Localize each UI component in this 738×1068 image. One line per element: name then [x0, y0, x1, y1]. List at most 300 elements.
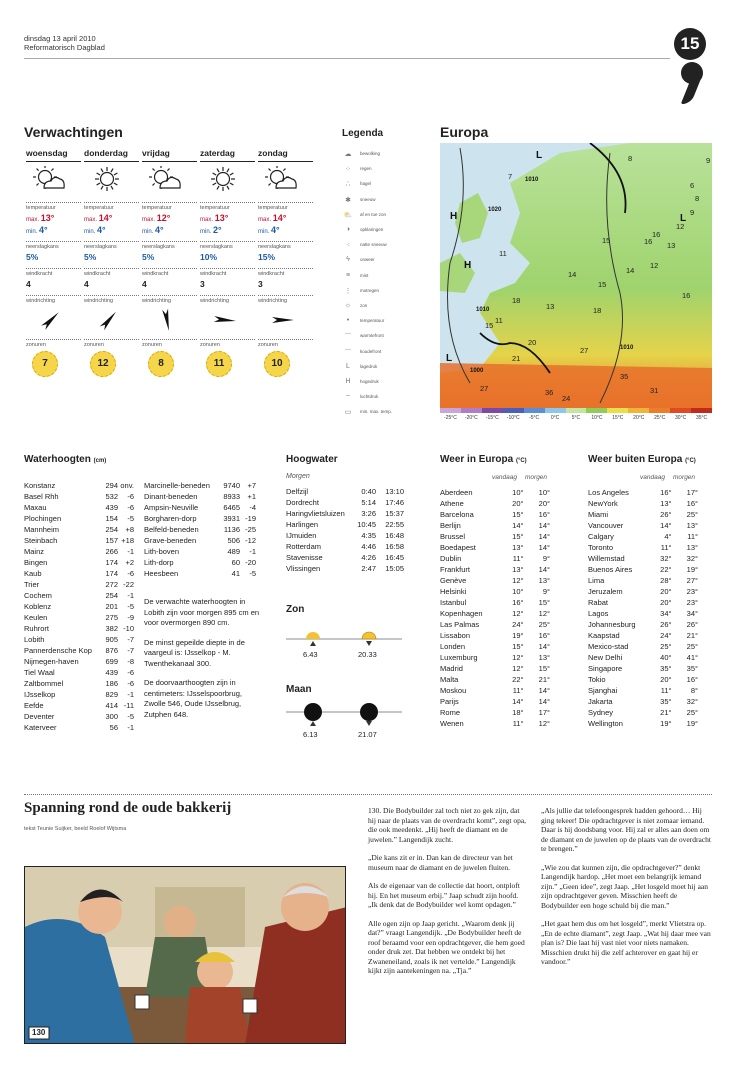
table-cell: 19° [512, 631, 524, 640]
table-row [588, 564, 698, 575]
table-cell: 24° [660, 631, 672, 640]
table-cell: 21° [660, 708, 672, 717]
table-cell: 15:05 [385, 564, 404, 573]
table-cell: 12° [512, 653, 524, 662]
legend-item [342, 317, 384, 325]
weer-out-title-text: Weer buiten Europa [588, 454, 683, 465]
story-rule [24, 794, 712, 795]
weer-eu-title-text: Weer in Europa [440, 454, 514, 465]
table-cell: Vlissingen [286, 564, 321, 573]
table-cell: 21° [538, 675, 550, 684]
legend-item [342, 211, 386, 219]
page-number: 15 [674, 28, 706, 60]
scale-swatch [545, 408, 566, 413]
table-row [24, 722, 134, 733]
table-cell: -22 [123, 580, 134, 589]
table-cell: Lith-boven [144, 547, 180, 556]
moonset-icon [360, 703, 378, 721]
moonrise-icon [304, 703, 322, 721]
table-cell: 414 [105, 701, 118, 710]
table-row [144, 568, 256, 579]
table-cell: Barcelona [440, 510, 474, 519]
moon-rise: 6.13 [303, 730, 318, 739]
story-title: Spanning rond de oude bakkerij [24, 800, 232, 816]
table-cell: 35° [686, 664, 698, 673]
table-cell: Sydney [588, 708, 614, 717]
scale-label: 35°C [695, 415, 708, 421]
table-row [588, 619, 698, 630]
table-row [286, 552, 404, 563]
tide-sub: Morgen [286, 473, 310, 480]
table-cell: Istanbul [440, 598, 467, 607]
table-row [286, 519, 404, 530]
table-cell: Katerveer [24, 723, 57, 732]
legend-icon: ⌒ [344, 334, 352, 342]
table-cell: New Delhi [588, 653, 623, 662]
scale-label: 10°C [591, 415, 603, 421]
min-value: 4° [271, 225, 280, 235]
table-row [588, 531, 698, 542]
map-temperature: 8 [628, 154, 633, 163]
water-notes [144, 597, 264, 720]
table-cell: Miami [588, 510, 608, 519]
wind-arrow-icon [210, 307, 255, 333]
map-temperature: 15 [602, 236, 611, 245]
table-cell: 16° [538, 510, 550, 519]
down-arrow-icon [366, 721, 372, 726]
table-cell: 15° [512, 532, 524, 541]
wind-dir-label: windrichting [200, 295, 255, 304]
map-temperature: 18 [512, 296, 521, 305]
table-cell: 25° [538, 620, 550, 629]
pressure-label: L [446, 353, 453, 364]
table-row [144, 524, 256, 535]
table-cell: Kopenhagen [440, 609, 483, 618]
table-cell: Singapore [588, 664, 623, 673]
scale-swatch [691, 408, 712, 413]
wind-arrow-icon [268, 307, 313, 333]
legend-label: natte sneeuw [360, 242, 387, 248]
legend-label: motregen [360, 287, 380, 293]
table-cell: 5:14 [361, 498, 376, 507]
scale-swatch [503, 408, 524, 413]
scale-label: 5°C [571, 415, 581, 421]
table-cell: -1 [127, 723, 134, 732]
table-cell: 4° [664, 532, 672, 541]
table-row [440, 575, 550, 586]
table-row [144, 480, 256, 491]
table-cell: 14° [660, 521, 672, 530]
legend-item [342, 302, 367, 310]
table-cell: Rotterdam [286, 542, 322, 551]
table-cell: 16° [686, 499, 698, 508]
table-cell: 9° [542, 554, 550, 563]
table-cell: 34° [660, 609, 672, 618]
sun-rise: 6.43 [303, 650, 318, 659]
temp-label: temperatuur [142, 202, 197, 211]
table-row [588, 597, 698, 608]
legend-label: min. max. temp. [360, 409, 393, 415]
legend-item [342, 165, 372, 173]
forecast-day [26, 148, 81, 377]
legend-icon: ☁ [344, 151, 352, 158]
weer-out-unit: (°C) [685, 458, 696, 464]
table-cell: Jeruzalem [588, 587, 623, 596]
scale-swatch [586, 408, 607, 413]
weather-icon [148, 166, 197, 196]
table-cell: -7 [127, 635, 134, 644]
story-paragraph: „Wie zou dat kunnen zijn, die opdrachtgever?” denkt Langendijk hardop. „Het moet een belangrijk iemand zijn.” „Geen idee”, zegt Jaap. „Het losgeld moet hij aan zijn opdrachtgever geven. Misschien heeft de Bodybuilder een hoge schuld bij die man.” [541, 862, 709, 910]
table-row [24, 700, 134, 711]
table-cell: 4:46 [361, 542, 376, 551]
table-cell: -11 [123, 701, 134, 710]
sun-hours-badge [264, 351, 290, 377]
table-row [24, 689, 134, 700]
weather-icon [32, 166, 81, 196]
table-cell: +8 [125, 525, 134, 534]
table-row [440, 696, 550, 707]
table-row [24, 667, 134, 678]
table-cell: 32° [660, 554, 672, 563]
forecast-day [200, 148, 255, 377]
table-cell: 16:45 [385, 553, 404, 562]
legend-label: bewolking [360, 151, 381, 157]
table-cell: Lobith [24, 635, 45, 644]
table-cell: 19° [660, 719, 672, 728]
table-cell: 20° [660, 598, 672, 607]
min-value: 4° [39, 225, 48, 235]
table-row [144, 535, 256, 546]
weather-icon [264, 166, 313, 196]
min-label: min. [200, 229, 212, 235]
legend-label: zon [360, 303, 368, 309]
table-cell: Malta [440, 675, 459, 684]
table-cell: 24° [512, 620, 524, 629]
legend-item [342, 332, 384, 340]
isobar-label: 1020 [488, 207, 502, 213]
table-cell: 23° [686, 587, 698, 596]
table-row [24, 480, 134, 491]
table-cell: Zaltbommel [24, 679, 64, 688]
table-cell: 15° [538, 598, 550, 607]
story-paragraph: Als de eigenaar van de collectie dat hoort, ontploft hij. En het museum erbij.” Jaap schudt zijn hoofd. „Ik denk dat de Bodybuilder wel komt opdagen.” [368, 881, 520, 909]
day-name: donderdag [84, 148, 139, 162]
man-head [164, 906, 196, 938]
down-arrow-icon [366, 641, 372, 646]
story-column-1 [368, 806, 528, 985]
day-name: zondag [258, 148, 313, 162]
table-cell: 21° [686, 631, 698, 640]
table-cell: 22° [660, 565, 672, 574]
table-cell: -6 [127, 668, 134, 677]
wind-force-label: windkracht [200, 268, 255, 277]
wind-dir-label: windrichting [26, 295, 81, 304]
rain-label: neerslagkans [142, 241, 197, 250]
map-temperature: 36 [545, 388, 554, 397]
wind-arrow-icon [94, 307, 139, 333]
table-row [144, 502, 256, 513]
rain-chance: 10% [200, 252, 218, 262]
table-row [440, 608, 550, 619]
table-cell: Nijmegen-haven [24, 657, 79, 666]
min-temp [26, 225, 81, 235]
table-cell: 20° [660, 675, 672, 684]
table-row [144, 491, 256, 502]
story-paragraph: „Als jullie dat telefoongesprek hadden gehoord… Hij ging tekeer! Die opdrachtgever is niet zomaar iemand. Daar is hij doodsbang voor. Hij zal er alles aan doen om de diamant en de juwelen op de plaats van de overdracht te brengen.” [541, 806, 711, 853]
temp-label: temperatuur [26, 202, 81, 211]
table-cell: 14° [538, 642, 550, 651]
europe-title: Europa [440, 124, 489, 140]
table-cell: 26° [660, 510, 672, 519]
max-label: max. [258, 217, 272, 223]
comic-panel [24, 866, 346, 1044]
story-paragraph: 130. Die Bodybuilder zal toch niet zo gek zijn, dat hij naar de plaats van de overdracht komt”, zegt opa, die ook meedenkt. „Hij heeft de diamant en de juwelen.” Langendijk zucht. [368, 806, 527, 844]
table-cell: Vancouver [588, 521, 624, 530]
table-row [440, 685, 550, 696]
min-label: min. [84, 229, 96, 235]
table-cell: Mannheim [24, 525, 60, 534]
table-cell: 699 [105, 657, 118, 666]
wind-force: 3 [258, 279, 263, 289]
table-cell: 876 [105, 646, 118, 655]
table-cell: Lagos [588, 609, 609, 618]
table-cell: 13° [512, 565, 524, 574]
table-cell: -5 [127, 602, 134, 611]
table-row [144, 557, 256, 568]
table-cell: 35° [660, 697, 672, 706]
table-cell: Calgary [588, 532, 614, 541]
table-cell: -10 [123, 624, 134, 633]
min-value: 4° [97, 225, 106, 235]
table-cell: +7 [247, 481, 256, 490]
table-cell: Harlingen [286, 520, 319, 529]
table-row [286, 530, 404, 541]
table-row [24, 645, 134, 656]
table-row [440, 630, 550, 641]
water-note-2: De minst gepeilde diepte in de vaargeul is: IJsselkop - M. Twenthekanaal 300. [144, 637, 245, 668]
table-cell: 829 [105, 690, 118, 699]
table-cell: 13° [686, 521, 698, 530]
table-cell: 15:37 [385, 509, 404, 518]
map-temperature: 12 [676, 222, 685, 231]
water-title-text: Waterhoogten [24, 454, 91, 465]
table-row [588, 707, 698, 718]
table-cell: Plochingen [24, 514, 62, 523]
up-arrow-icon [310, 641, 316, 646]
map-temperature: 16 [644, 237, 653, 246]
table-cell: +18 [121, 536, 134, 545]
table-row [286, 563, 404, 574]
table-cell: -20 [245, 558, 256, 567]
table-cell: 19° [686, 719, 698, 728]
isobar-label: 1010 [476, 307, 490, 313]
table-cell: Kaapstad [588, 631, 620, 640]
table-cell: 14° [538, 565, 550, 574]
table-row [24, 524, 134, 535]
table-cell: -6 [127, 492, 134, 501]
table-row [144, 513, 256, 524]
table-cell: Marcinelle-beneden [144, 481, 210, 490]
table-cell: 14° [538, 532, 550, 541]
map-temperature: 27 [480, 384, 489, 393]
table-cell: -5 [127, 514, 134, 523]
table-cell: Buenos Aires [588, 565, 633, 574]
table-cell: Dublin [440, 554, 462, 563]
table-cell: 489 [227, 547, 240, 556]
scale-labels [440, 415, 712, 421]
sun-hours-badge [90, 351, 116, 377]
table-row [24, 656, 134, 667]
legend-icon: ▭ [344, 409, 352, 417]
scale-swatch [566, 408, 587, 413]
table-row [440, 564, 550, 575]
legend-item [342, 226, 383, 234]
table-cell: -4 [249, 503, 256, 512]
scale-bar [440, 408, 712, 413]
weather-icon [90, 166, 139, 196]
table-cell: -6 [127, 503, 134, 512]
wind-force-label: windkracht [142, 268, 197, 277]
table-row [588, 542, 698, 553]
table-cell: Konstanz [24, 481, 56, 490]
table-cell: Deventer [24, 712, 55, 721]
table-cell: 272 [105, 580, 118, 589]
table-cell: 506 [227, 536, 240, 545]
table-cell: 13° [686, 543, 698, 552]
map-temperature: 15 [485, 321, 494, 330]
wind-dir-label: windrichting [258, 295, 313, 304]
weer-out-h2: morgen [673, 474, 696, 481]
legend-label: koudefront [360, 348, 382, 354]
table-cell: Tokio [588, 675, 606, 684]
table-cell: 16:48 [385, 531, 404, 540]
story-paragraph: „Die kans zit er in. Dan kan de directeur van het museum naar de diamant en de juwelen fluiten. [368, 853, 513, 872]
max-value: 12° [156, 213, 171, 223]
table-row [440, 509, 550, 520]
table-cell: -12 [245, 536, 256, 545]
table-cell: 12° [512, 609, 524, 618]
max-label: max. [142, 217, 156, 223]
rain-label: neerslagkans [200, 241, 255, 250]
table-cell: 15° [538, 664, 550, 673]
table-cell: 9740 [223, 481, 240, 490]
table-cell: Brussel [440, 532, 466, 541]
table-cell: 13° [538, 576, 550, 585]
scale-label: 0°C [550, 415, 560, 421]
legend-item [342, 150, 380, 158]
table-cell: 2:47 [361, 564, 376, 573]
sun-hours-badge [206, 351, 232, 377]
table-cell: 382 [105, 624, 118, 633]
weather-icon [206, 166, 255, 196]
table-cell: 186 [105, 679, 118, 688]
table-cell: Rabat [588, 598, 609, 607]
table-cell: +2 [125, 558, 134, 567]
table-row [440, 487, 550, 498]
table-row [24, 491, 134, 502]
table-cell: Dinant-beneden [144, 492, 198, 501]
table-row [588, 553, 698, 564]
legend-icon: ⌒ [344, 349, 352, 357]
max-value: 14° [272, 213, 287, 223]
legend-icon: ☼ [344, 302, 352, 309]
table-cell: Maxau [24, 503, 47, 512]
table-cell: Lissabon [440, 631, 471, 640]
legend-label: sneeuw [360, 196, 376, 202]
rain-label: neerslagkans [258, 241, 313, 250]
table-cell: 26° [686, 620, 698, 629]
table-cell: 254 [105, 591, 118, 600]
legend-label: temperatuur [360, 318, 385, 324]
table-cell: Frankfurt [440, 565, 471, 574]
map-temperature: 18 [593, 306, 602, 315]
table-row [440, 663, 550, 674]
min-temp [258, 225, 313, 235]
table-row [24, 568, 134, 579]
header-date-block [24, 34, 105, 52]
table-cell: 13:10 [385, 487, 404, 496]
legend-icon: L [346, 362, 350, 370]
legend-icon: • [346, 317, 350, 325]
pressure-label: H [450, 211, 458, 222]
wind-arrow-icon [152, 307, 197, 333]
water-title [24, 454, 106, 465]
table-cell: Ruhrort [24, 624, 50, 633]
rain-chance: 5% [26, 252, 39, 262]
legend-label: af en toe zon [360, 211, 387, 217]
table-cell: onv. [120, 481, 134, 490]
water-note-3: De doorvaarthoogten zijn in centimeters: IJsselspoorbrug, Zwolle 546, Oude IJsselbrug, Zutphen 648. [144, 678, 242, 719]
legend-item [342, 348, 381, 356]
min-temp [200, 225, 255, 235]
legend-item [342, 408, 392, 416]
scale-swatch [524, 408, 545, 413]
wind-arrow-icon [36, 307, 81, 333]
table-cell: 56 [109, 723, 118, 732]
sun-hours-badge [32, 351, 58, 377]
table-cell: 19° [686, 565, 698, 574]
header-date: dinsdag 13 april 2010 [24, 34, 96, 43]
legend-icon: H [345, 378, 351, 385]
table-row [440, 652, 550, 663]
sun-hours-badge [148, 351, 174, 377]
sun-hours-value: 12 [97, 358, 109, 369]
table-cell: 12° [538, 609, 550, 618]
table-cell: Wellington [588, 719, 623, 728]
story-column-2 [541, 806, 711, 976]
map-temperature: 21 [512, 354, 521, 363]
table-cell: 17° [538, 708, 550, 717]
story-paragraph: „Het gaat hem dus om het losgeld”, merkt Vlietstra op. „En de echte diamant”, zegt Jaap. „Wat hij daar mee van plan is? Die laat hij vast niet voor niets namaken. Misschien drukt hij die zelf achterover en gaat hij er vandoor.” [541, 919, 711, 966]
tide-table [286, 486, 404, 574]
table-cell: -25 [245, 525, 256, 534]
sun-hours-value: 7 [42, 358, 48, 369]
water-table-right [144, 480, 256, 579]
cup-icon [135, 995, 149, 1009]
table-row [440, 531, 550, 542]
table-cell: Parijs [440, 697, 459, 706]
table-row [588, 575, 698, 586]
table-cell: Kaub [24, 569, 42, 578]
table-cell: 14° [512, 697, 524, 706]
map-temperature: 31 [650, 386, 659, 395]
wind-force: 4 [84, 279, 89, 289]
table-row [24, 634, 134, 645]
table-cell: 174 [105, 569, 118, 578]
table-cell: 1136 [223, 525, 240, 534]
table-cell: 14° [512, 521, 524, 530]
map-temperature: 12 [650, 261, 659, 270]
